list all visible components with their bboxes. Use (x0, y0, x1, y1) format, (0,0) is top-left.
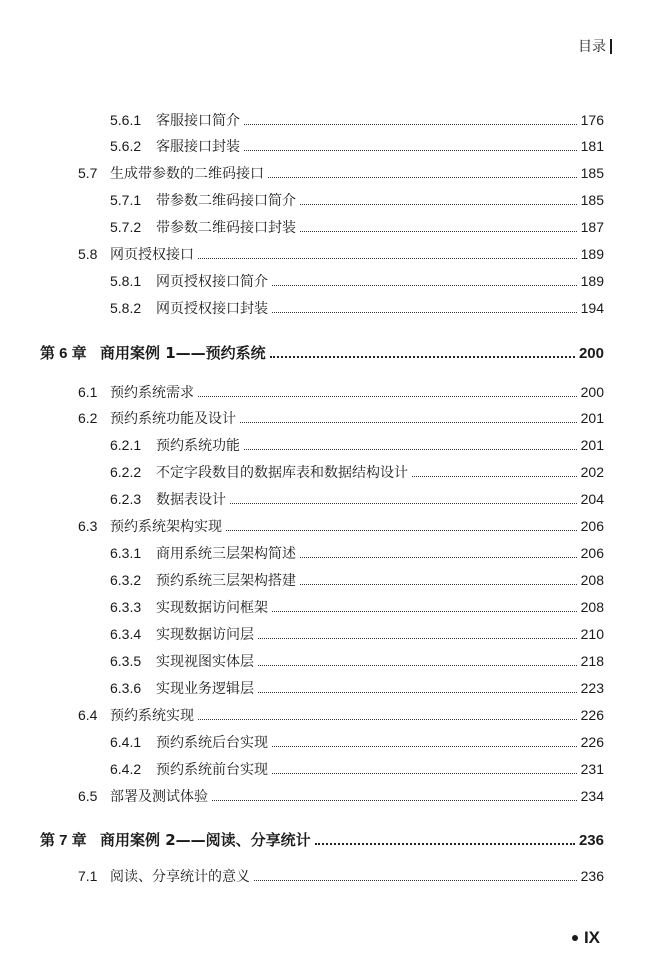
page-footer (572, 928, 600, 948)
dot-leader (270, 356, 575, 358)
toc-entry-page: 185 (580, 165, 604, 181)
toc-entry-title: 客服接口简介 (156, 113, 240, 129)
dot-leader (198, 396, 577, 397)
toc-entry[interactable] (110, 298, 604, 318)
toc-entry-page: 236 (578, 832, 604, 849)
toc-entry-title: 预约系统架构实现 (110, 519, 222, 535)
toc-entry-number: 6.3.2 (110, 572, 142, 588)
dot-leader (412, 476, 577, 477)
dot-leader (300, 557, 577, 558)
toc-entry-title: 带参数二维码接口封装 (156, 220, 296, 236)
toc-entry-title: 带参数二维码接口简介 (156, 193, 296, 209)
toc-entry-number: 6.3.5 (110, 653, 142, 669)
toc-entry-number: 6.3.1 (110, 545, 142, 561)
toc-entry-title: 生成带参数的二维码接口 (110, 166, 264, 182)
dot-leader (272, 773, 577, 774)
toc-entry-title: 数据表设计 (156, 492, 226, 508)
toc-entry-title: 预约系统功能及设计 (110, 411, 236, 427)
toc-entry[interactable] (110, 489, 604, 509)
toc-entry[interactable] (110, 217, 604, 237)
toc-entry-title: 阅读、分享统计的意义 (110, 869, 250, 885)
toc-entry-page: 202 (580, 464, 604, 480)
toc-entry[interactable] (78, 705, 604, 725)
dot-leader (198, 719, 577, 720)
toc-entry-page: 218 (580, 653, 604, 669)
toc-entry-page: 201 (580, 437, 604, 453)
toc-entry[interactable] (110, 651, 604, 671)
toc-entry[interactable] (78, 382, 604, 402)
toc-entry-number: 6.2.2 (110, 464, 142, 480)
toc-entry-number: 6.3.4 (110, 626, 142, 642)
toc-entry-page: 189 (580, 273, 604, 289)
toc-entry[interactable] (78, 866, 604, 886)
toc-entry-page: 189 (580, 246, 604, 262)
toc-entry-title: 实现数据访问框架 (156, 600, 268, 616)
header-bar (610, 39, 612, 54)
toc-entry-page: 200 (578, 345, 604, 362)
toc-entry-title: 不定字段数目的数据库表和数据结构设计 (156, 465, 408, 481)
toc-entry[interactable] (78, 163, 604, 183)
toc-entry-page: 208 (580, 599, 604, 615)
dot-leader (300, 231, 577, 232)
toc-entry-title: 网页授权接口 (110, 247, 194, 263)
toc-entry[interactable] (110, 462, 604, 482)
toc-entry-page: 204 (580, 491, 604, 507)
toc-entry-number: 6.2.3 (110, 491, 142, 507)
toc-entry-number: 6.4.1 (110, 734, 142, 750)
toc-entry-title: 网页授权接口封装 (156, 301, 268, 317)
toc-entry-page: 181 (580, 138, 604, 154)
toc-entry-title: 客服接口封装 (156, 139, 240, 155)
toc-entry-page: 231 (580, 761, 604, 777)
toc-entry-title: 预约系统后台实现 (156, 735, 268, 751)
toc-entry-page: 206 (580, 545, 604, 561)
toc-entry-page: 234 (580, 788, 604, 804)
toc-entry-number: 5.7 (78, 165, 98, 181)
dot-leader (258, 692, 577, 693)
toc-entry-page: 226 (580, 734, 604, 750)
toc-entry-page: 200 (580, 384, 604, 400)
toc-entry-title: 部署及测试体验 (110, 789, 208, 805)
toc-entry-number: 5.6.1 (110, 112, 142, 128)
dot-leader (315, 843, 575, 845)
toc-entry-title: 实现业务逻辑层 (156, 681, 254, 697)
toc-entry[interactable] (78, 244, 604, 264)
dot-leader (258, 665, 577, 666)
header-label: 目录 (578, 39, 606, 55)
toc-entry-title: 实现视图实体层 (156, 654, 254, 670)
dot-leader (244, 449, 577, 450)
dot-leader (226, 530, 577, 531)
toc-entry-page: 185 (580, 192, 604, 208)
toc-entry-number: 第 6 章 (40, 345, 87, 362)
toc-entry-number: 5.8.2 (110, 300, 142, 316)
toc-entry[interactable] (78, 408, 604, 428)
toc-entry[interactable] (110, 543, 604, 563)
dot-leader (272, 746, 577, 747)
toc-entry-number: 6.4 (78, 707, 98, 723)
toc-entry-title: 预约系统实现 (110, 708, 194, 724)
toc-entry-title: 预约系统需求 (110, 385, 194, 401)
toc-chapter-entry[interactable] (40, 342, 604, 363)
toc-entry-page: 210 (580, 626, 604, 642)
toc-entry-page: 187 (580, 219, 604, 235)
dot-leader (240, 422, 577, 423)
toc-entry-page: 176 (580, 112, 604, 128)
toc-entry-number: 5.7.2 (110, 219, 142, 235)
page-number: IX (583, 928, 600, 947)
toc-entry-number: 6.2.1 (110, 437, 142, 453)
toc-entry-number: 6.3 (78, 518, 98, 534)
toc-entry[interactable] (110, 136, 604, 156)
toc-entry-title: 商用系统三层架构简述 (156, 546, 296, 562)
dot-leader (258, 638, 577, 639)
toc-entry-number: 6.3.6 (110, 680, 142, 696)
dot-leader (244, 150, 577, 151)
toc-entry-title: 预约系统功能 (156, 438, 240, 454)
toc-entry[interactable] (110, 190, 604, 210)
dot-leader (212, 800, 577, 801)
dot-leader (272, 285, 577, 286)
toc-entry[interactable] (110, 597, 604, 617)
toc-chapter-entry[interactable] (40, 829, 604, 850)
toc-entry[interactable] (110, 110, 604, 130)
toc-entry-page: 194 (580, 300, 604, 316)
toc-entry-number: 6.1 (78, 384, 98, 400)
toc-entry-page: 236 (580, 868, 604, 884)
toc-entry[interactable] (110, 435, 604, 455)
toc-entry-title: 预约系统三层架构搭建 (156, 573, 296, 589)
toc-entry[interactable] (110, 570, 604, 590)
dot-leader (268, 177, 577, 178)
toc-entry-number: 5.8 (78, 246, 98, 262)
toc-entry-number: 5.7.1 (110, 192, 142, 208)
toc-entry-number: 6.5 (78, 788, 98, 804)
toc-entry-number: 6.3.3 (110, 599, 142, 615)
toc-entry[interactable] (110, 678, 604, 698)
toc-entry-title: 网页授权接口简介 (156, 274, 268, 290)
toc-entry-number: 6.4.2 (110, 761, 142, 777)
running-header (578, 36, 612, 56)
toc-entry[interactable] (110, 271, 604, 291)
toc-entry-number: 6.2 (78, 410, 98, 426)
toc-entry[interactable] (110, 759, 604, 779)
bullet-icon (572, 935, 578, 941)
toc-entry-number: 第 7 章 (40, 832, 87, 849)
dot-leader (254, 880, 577, 881)
toc-entry-page: 201 (580, 410, 604, 426)
toc-entry-title: 商用案例 1——预约系统 (100, 344, 266, 362)
toc-entry[interactable] (78, 786, 604, 806)
toc-entry-page: 206 (580, 518, 604, 534)
dot-leader (272, 312, 577, 313)
dot-leader (272, 611, 577, 612)
toc-entry-title: 商用案例 2——阅读、分享统计 (100, 831, 311, 849)
toc-entry-number: 5.6.2 (110, 138, 142, 154)
dot-leader (230, 503, 577, 504)
dot-leader (300, 584, 577, 585)
toc-entry-title: 实现数据访问层 (156, 627, 254, 643)
toc-entry-page: 223 (580, 680, 604, 696)
toc-entry[interactable] (78, 516, 604, 536)
toc-entry-title: 预约系统前台实现 (156, 762, 268, 778)
toc-entry[interactable] (110, 624, 604, 644)
toc-entry[interactable] (110, 732, 604, 752)
toc-entry-page: 208 (580, 572, 604, 588)
dot-leader (198, 258, 577, 259)
toc-entry-page: 226 (580, 707, 604, 723)
toc-entry-number: 7.1 (78, 868, 98, 884)
dot-leader (244, 124, 577, 125)
toc-entry-number: 5.8.1 (110, 273, 142, 289)
dot-leader (300, 204, 577, 205)
